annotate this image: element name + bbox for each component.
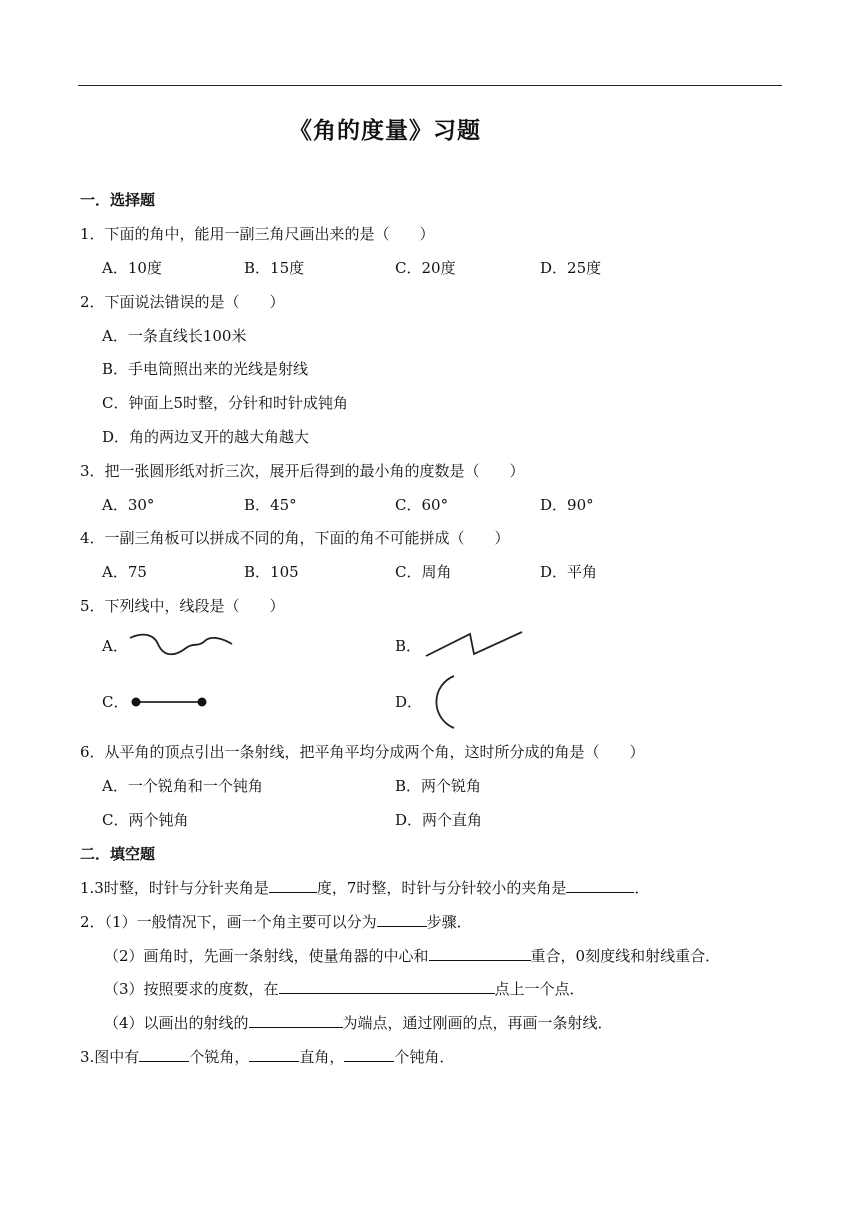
answer-blank[interactable]	[566, 878, 634, 893]
question-4-stem: 4．一副三角板可以拼成不同的角，下面的角不可能拼成（ ）	[80, 529, 510, 547]
question-5-option-c: C．	[102, 693, 129, 711]
question-6-stem: 6．从平角的顶点引出一条射线，把平角平均分成两个角，这时所分成的角是（ ）	[80, 743, 645, 761]
question-4-option-c: C．周角	[395, 563, 452, 581]
arc-figure	[420, 672, 460, 732]
header-rule	[78, 85, 782, 86]
answer-blank[interactable]	[269, 878, 317, 893]
fill-question-3: 3.图中有 个锐角， 直角， 个钝角．	[80, 1048, 455, 1066]
fill-question-2-part-1: 2．（1）一般情况下，画一个角主要可以分为 步骤．	[80, 913, 472, 931]
answer-blank[interactable]	[249, 1047, 299, 1062]
wavy-line-figure	[128, 628, 234, 664]
question-6-option-a: A．一个锐角和一个钝角	[102, 777, 263, 795]
question-2-option-a: A．一条直线长100米	[102, 327, 247, 345]
question-5-option-d: D．	[395, 693, 423, 711]
fill-question-2-part-3: （3）按照要求的度数，在 点上一个点．	[104, 980, 585, 998]
question-1-option-a: A．10度	[102, 259, 162, 277]
question-6-option-c: C．两个钝角	[102, 811, 189, 829]
answer-blank[interactable]	[429, 946, 531, 961]
answer-blank[interactable]	[344, 1047, 394, 1062]
question-2-option-b: B．手电筒照出来的光线是射线	[102, 360, 309, 378]
section-heading-fill: 二．填空题	[80, 845, 156, 863]
answer-blank[interactable]	[249, 1013, 343, 1028]
question-6-option-d: D．两个直角	[395, 811, 483, 829]
question-4-option-a: A．75	[102, 563, 147, 581]
question-1-stem: 1．下面的角中，能用一副三角尺画出来的是（ ）	[80, 225, 435, 243]
segment-figure	[128, 692, 212, 712]
question-1-option-d: D．25度	[540, 259, 602, 277]
section-heading-choice: 一．选择题	[80, 191, 156, 209]
question-6-option-b: B．两个锐角	[395, 777, 482, 795]
question-1-option-b: B．15度	[244, 259, 305, 277]
question-3-option-a: A．30°	[102, 496, 155, 514]
question-5-option-a: A．	[102, 637, 128, 655]
question-3-option-c: C．60°	[395, 496, 449, 514]
answer-blank[interactable]	[279, 979, 495, 994]
question-3-option-b: B．45°	[244, 496, 297, 514]
question-5-option-b: B．	[395, 637, 422, 655]
question-2-option-d: D．角的两边叉开的越大角越大	[102, 428, 310, 446]
question-4-option-b: B．105	[244, 563, 299, 581]
question-5-stem: 5．下列线中，线段是（ ）	[80, 597, 285, 615]
zigzag-line-figure	[424, 628, 528, 660]
answer-blank[interactable]	[377, 912, 427, 927]
question-3-stem: 3．把一张圆形纸对折三次，展开后得到的最小角的度数是（ ）	[80, 462, 525, 480]
question-4-option-d: D．平角	[540, 563, 598, 581]
fill-question-2-part-2: （2）画角时，先画一条射线，使量角器的中心和 重合，0刻度线和射线重合．	[104, 947, 721, 965]
question-2-stem: 2．下面说法错误的是（ ）	[80, 293, 285, 311]
question-2-option-c: C．钟面上5时整，分针和时针成钝角	[102, 394, 349, 412]
page-title: 《角的度量》习题	[289, 118, 481, 144]
fill-question-1: 1.3时整，时针与分针夹角是 度，7时整，时针与分针较小的夹角是 ．	[80, 879, 650, 897]
question-1-option-c: C．20度	[395, 259, 456, 277]
answer-blank[interactable]	[139, 1047, 189, 1062]
fill-question-2-part-4: （4）以画出的射线的 为端点，通过刚画的点，再画一条射线．	[104, 1014, 613, 1032]
question-3-option-d: D．90°	[540, 496, 594, 514]
